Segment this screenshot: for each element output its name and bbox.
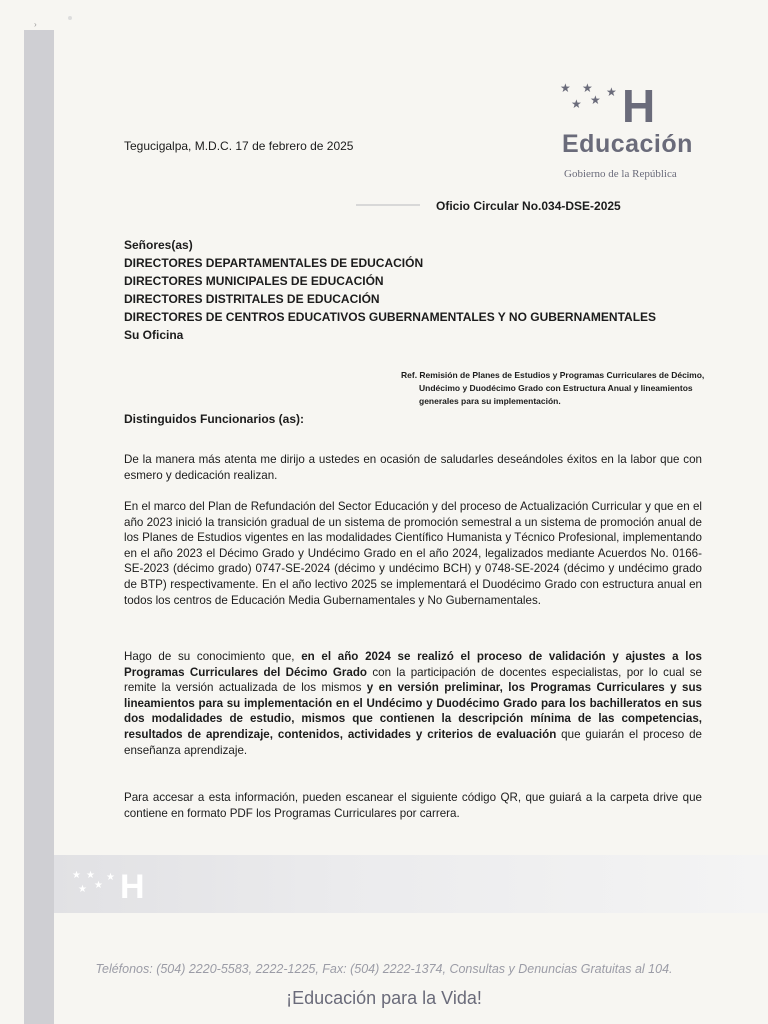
recipient-line: DIRECTORES DISTRITALES DE EDUCACIÓN xyxy=(124,292,380,306)
footer-contact: Teléfonos: (504) 2220-5583, 2222-1225, Fax: (504) 2222-1374, Consultas y Denuncias Gratuitas al 104. xyxy=(95,962,673,976)
place-date: Tegucigalpa, M.D.C. 17 de febrero de 2025 xyxy=(124,139,354,153)
svg-text:★: ★ xyxy=(606,85,617,99)
oficio-number: Oficio Circular No.034-DSE-2025 xyxy=(436,199,621,213)
svg-text:★: ★ xyxy=(560,81,571,95)
svg-text:★: ★ xyxy=(582,81,593,95)
svg-text:★: ★ xyxy=(78,884,87,895)
recipients-block xyxy=(124,236,656,344)
svg-text:★: ★ xyxy=(590,93,601,107)
footer-decorative-band xyxy=(54,855,768,913)
svg-text:★: ★ xyxy=(86,870,95,881)
footer-logo-letter: H xyxy=(120,868,145,904)
recipient-line: Señores(as) xyxy=(124,238,193,252)
svg-text:★: ★ xyxy=(72,870,81,881)
logo-letter: H xyxy=(622,80,656,126)
svg-text:★: ★ xyxy=(94,880,103,891)
notice-text: que guiarán el proceso de enseñanza aprendizaje. xyxy=(124,727,702,757)
recipient-line: DIRECTORES DEPARTAMENTALES DE EDUCACIÓN xyxy=(124,256,424,270)
logo-name: Educación xyxy=(562,130,693,158)
scan-mark: › xyxy=(34,20,37,29)
logo-subtitle: Gobierno de la República xyxy=(564,168,677,180)
paragraph-context: En el marco del Plan de Refundación del Sector Educación y del proceso de Actualización Curricular y que en el año 2023 inició la transición gradual de un sistema de promoción semestral a un sistema de promoción anual de los Planes de Estudios vigentes en las modalidades Científico Humanista y Técnico Profesional, implementando en el año 2023 el Décimo Grado y Undécimo Grado en el año 2024, legalizados mediante Acuerdos No. 0166-SE-2023 (décimo grado) 0747-SE-2024 (décimo y undécimo BCH) y 0748-SE-2024 (décimo y undécimo grado de BTP) respectivamente. En el año lectivo 2025 se implementará el Duodécimo Grado con estructura anual en todos los centros de Educación Media Gubernamentales y No Gubernamentales. xyxy=(124,500,702,607)
stars-h-logo-icon xyxy=(558,78,668,126)
greeting: Distinguidos Funcionarios (as): xyxy=(124,412,305,426)
notice-bold-text: en el año 2024 se realizó el proceso de validación y ajustes a los Programas Curriculares del Décimo Grado xyxy=(124,650,702,679)
scan-dot xyxy=(68,16,72,20)
recipient-line: DIRECTORES MUNICIPALES DE EDUCACIÓN xyxy=(124,274,384,288)
paragraph-qr-access: Para accesar a esta información, pueden escanear el siguiente código QR, que guiará a la carpeta drive que contiene en formato PDF los Programas Curriculares por carrera. xyxy=(124,791,702,820)
recipient-line: DIRECTORES DE CENTROS EDUCATIVOS GUBERNAMENTALES Y NO GUBERNAMENTALES xyxy=(124,310,657,324)
paragraph-intro: De la manera más atenta me dirijo a ustedes en ocasión de saludarles deseándoles éxitos en la labor que con esmero y dedicación realizan. xyxy=(124,453,702,482)
notice-text: con la participación de docentes especialistas, por lo cual se remite la versión actualizada de los mismos xyxy=(124,665,702,695)
footer-motto: ¡Educación para la Vida! xyxy=(286,988,482,1008)
svg-text:★: ★ xyxy=(571,97,582,111)
recipient-line: Su Oficina xyxy=(124,328,184,342)
education-logo xyxy=(558,78,738,188)
notice-bold-text: y en versión preliminar, los Programas Curriculares y sus lineamientos para su implementación en el Undécimo y Duodécimo Grado para los bachilleratos en sus dos modalidades de estudio, mismos que contienen la descripción mínima de las competencias, resultados de aprendizaje, contenidos, actividades y criterios de evaluación xyxy=(124,681,702,741)
reference-line: Undécimo y Duodécimo Grado con Estructura Anual y lineamientos xyxy=(419,383,693,393)
paragraph-notice xyxy=(124,649,702,758)
footer-stars-h-icon xyxy=(68,864,158,904)
notice-text: Hago de su conocimiento que, xyxy=(124,650,302,663)
reference-line: generales para su implementación. xyxy=(419,396,561,406)
reference-block xyxy=(401,369,713,408)
faint-stamp-mark xyxy=(356,204,420,206)
reference-line: Ref. Remisión de Planes de Estudios y Programas Curriculares de Décimo, xyxy=(401,370,705,380)
left-decorative-band xyxy=(24,30,54,1024)
svg-text:★: ★ xyxy=(106,872,115,883)
